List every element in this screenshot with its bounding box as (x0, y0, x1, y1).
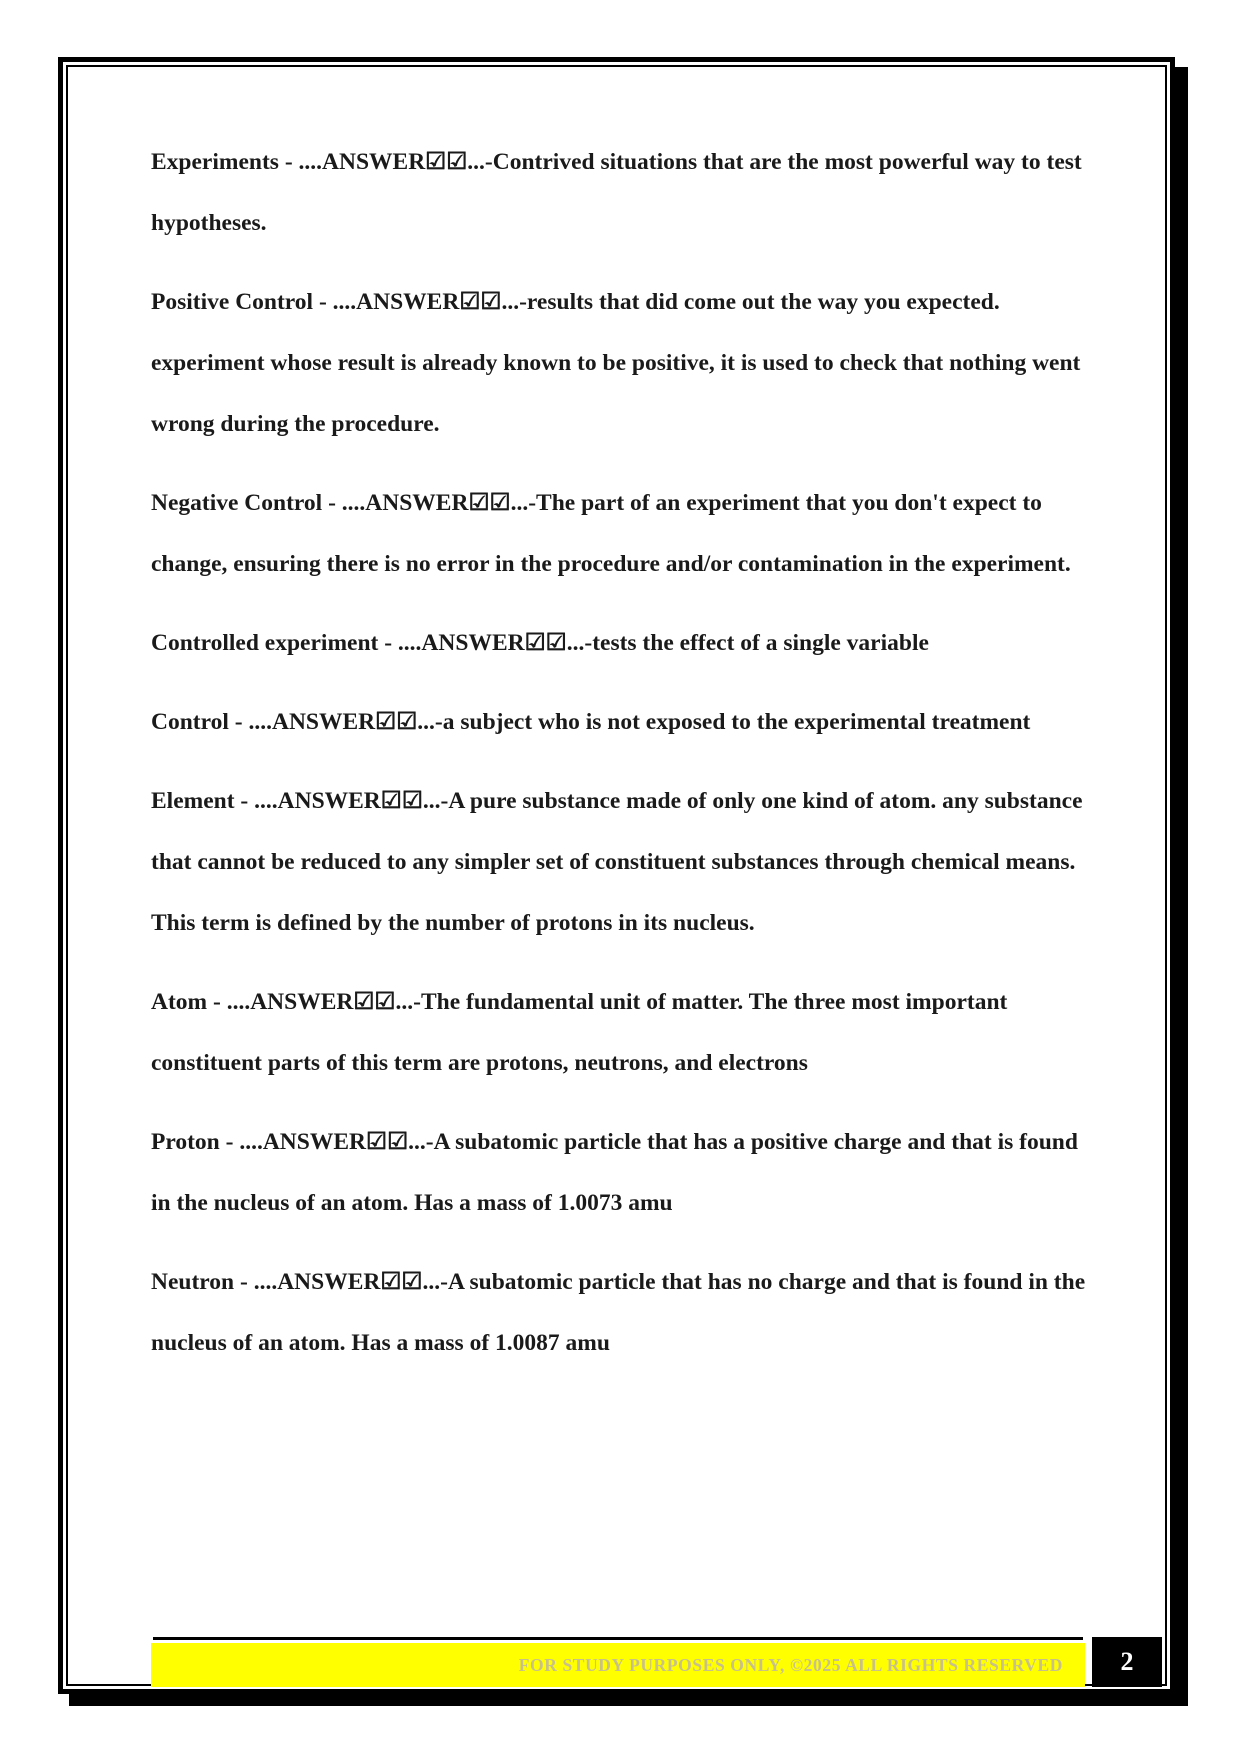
entry-term: Controlled experiment (151, 630, 379, 656)
entry-definition: The part of an experiment that you don't expect to change, ensuring there is no error in the procedure and/or contamination in the experiment. (151, 490, 1071, 577)
entry-answer-marker: - ....ANSWER☑☑...- (234, 1269, 448, 1295)
flashcard-entry-neutron (151, 1252, 1101, 1374)
footer-copyright-text: FOR STUDY PURPOSES ONLY, ©2025 ALL RIGHTS RESERVED (518, 1655, 1063, 1675)
flashcard-entry-positive-control (151, 272, 1101, 455)
entry-term: Positive Control (151, 289, 314, 315)
entry-definition: A subatomic particle that has a positive charge and that is found in the nucleus of an atom. Has a mass of 1.0073 amu (151, 1129, 1078, 1216)
entry-answer-marker: - ....ANSWER☑☑...- (378, 630, 593, 656)
footer-rule (153, 1637, 1083, 1640)
flashcard-entry-atom (151, 972, 1101, 1094)
entry-term: Proton (151, 1129, 220, 1155)
entry-term: Atom (151, 989, 208, 1015)
entry-term: Control (151, 709, 229, 735)
entry-answer-marker: - ....ANSWER☑☑...- (313, 289, 527, 315)
entry-definition: results that did come out the way you expected. experiment whose result is already known to be positive, it is used to check that nothing went wrong during the procedure. (151, 289, 1081, 437)
page-number: 2 (1092, 1637, 1162, 1687)
flashcard-entry-control (151, 692, 1101, 753)
flashcard-list (151, 146, 1101, 1406)
flashcard-entry-controlled-experiment (151, 613, 1101, 674)
flashcard-entry-element (151, 771, 1101, 954)
entry-term: Negative Control (151, 490, 323, 516)
flashcard-entry-proton (151, 1112, 1101, 1234)
entry-answer-marker: - ....ANSWER☑☑...- (219, 1129, 434, 1155)
footer-band (151, 1643, 1085, 1687)
entry-answer-marker: - ....ANSWER☑☑...- (322, 490, 537, 516)
entry-term: Experiments (151, 149, 279, 175)
entry-definition: The fundamental unit of matter. The three most important constituent parts of this term are protons, neutrons, and electrons (151, 989, 1008, 1076)
entry-definition: A subatomic particle that has no charge and that is found in the nucleus of an atom. Has a mass of 1.0087 amu (151, 1269, 1086, 1356)
entry-answer-marker: - ....ANSWER☑☑...- (278, 149, 493, 175)
entry-definition: A pure substance made of only one kind of atom. any substance that cannot be reduced to any simpler set of constituent substances through chemical means. This term is defined by the number of protons in its nucleus. (151, 788, 1083, 936)
flashcard-entry-negative-control (151, 473, 1101, 595)
entry-answer-marker: - ....ANSWER☑☑...- (207, 989, 421, 1015)
entry-definition: Contrived situations that are the most powerful way to test hypotheses. (151, 149, 1082, 236)
flashcard-entry-experiments (151, 132, 1101, 254)
entry-term: Neutron (151, 1269, 235, 1295)
entry-answer-marker: - ....ANSWER☑☑...- (228, 709, 443, 735)
entry-definition: a subject who is not exposed to the experimental treatment (442, 709, 1031, 735)
entry-answer-marker: - ....ANSWER☑☑...- (234, 788, 449, 814)
entry-definition: tests the effect of a single variable (592, 630, 929, 656)
entry-term: Element (151, 788, 235, 814)
